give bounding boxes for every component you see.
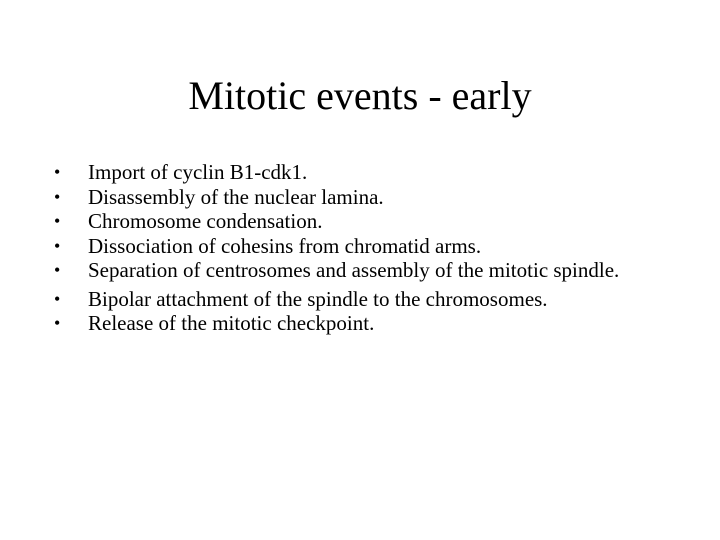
list-item xyxy=(54,287,654,312)
list-item xyxy=(54,185,654,210)
bullet-icon: • xyxy=(54,162,61,182)
bullet-icon: • xyxy=(54,211,61,231)
bullet-text: Separation of centrosomes and assembly of the mitotic spindle. xyxy=(88,258,620,282)
bullet-text: Bipolar attachment of the spindle to the chromosomes. xyxy=(88,286,548,311)
bullet-icon: • xyxy=(54,313,61,333)
bullet-text: Import of cyclin B1-cdk1. xyxy=(88,160,308,184)
list-item xyxy=(54,209,654,234)
list-item xyxy=(54,234,654,259)
list-item xyxy=(54,258,654,283)
bullet-text: Chromosome condensation. xyxy=(88,209,323,233)
bullet-list xyxy=(54,160,654,336)
bullet-icon: • xyxy=(54,288,61,309)
list-item xyxy=(54,160,654,185)
bullet-text: Dissociation of cohesins from chromatid arms. xyxy=(88,233,482,258)
bullet-text: Release of the mitotic checkpoint. xyxy=(88,311,375,335)
bullet-text: Disassembly of the nuclear lamina. xyxy=(88,184,384,209)
bullet-icon: • xyxy=(54,260,61,280)
bullet-icon: • xyxy=(54,186,61,207)
bullet-icon: • xyxy=(54,235,61,256)
list-item xyxy=(54,311,654,336)
slide-title: Mitotic events - early xyxy=(188,73,532,118)
